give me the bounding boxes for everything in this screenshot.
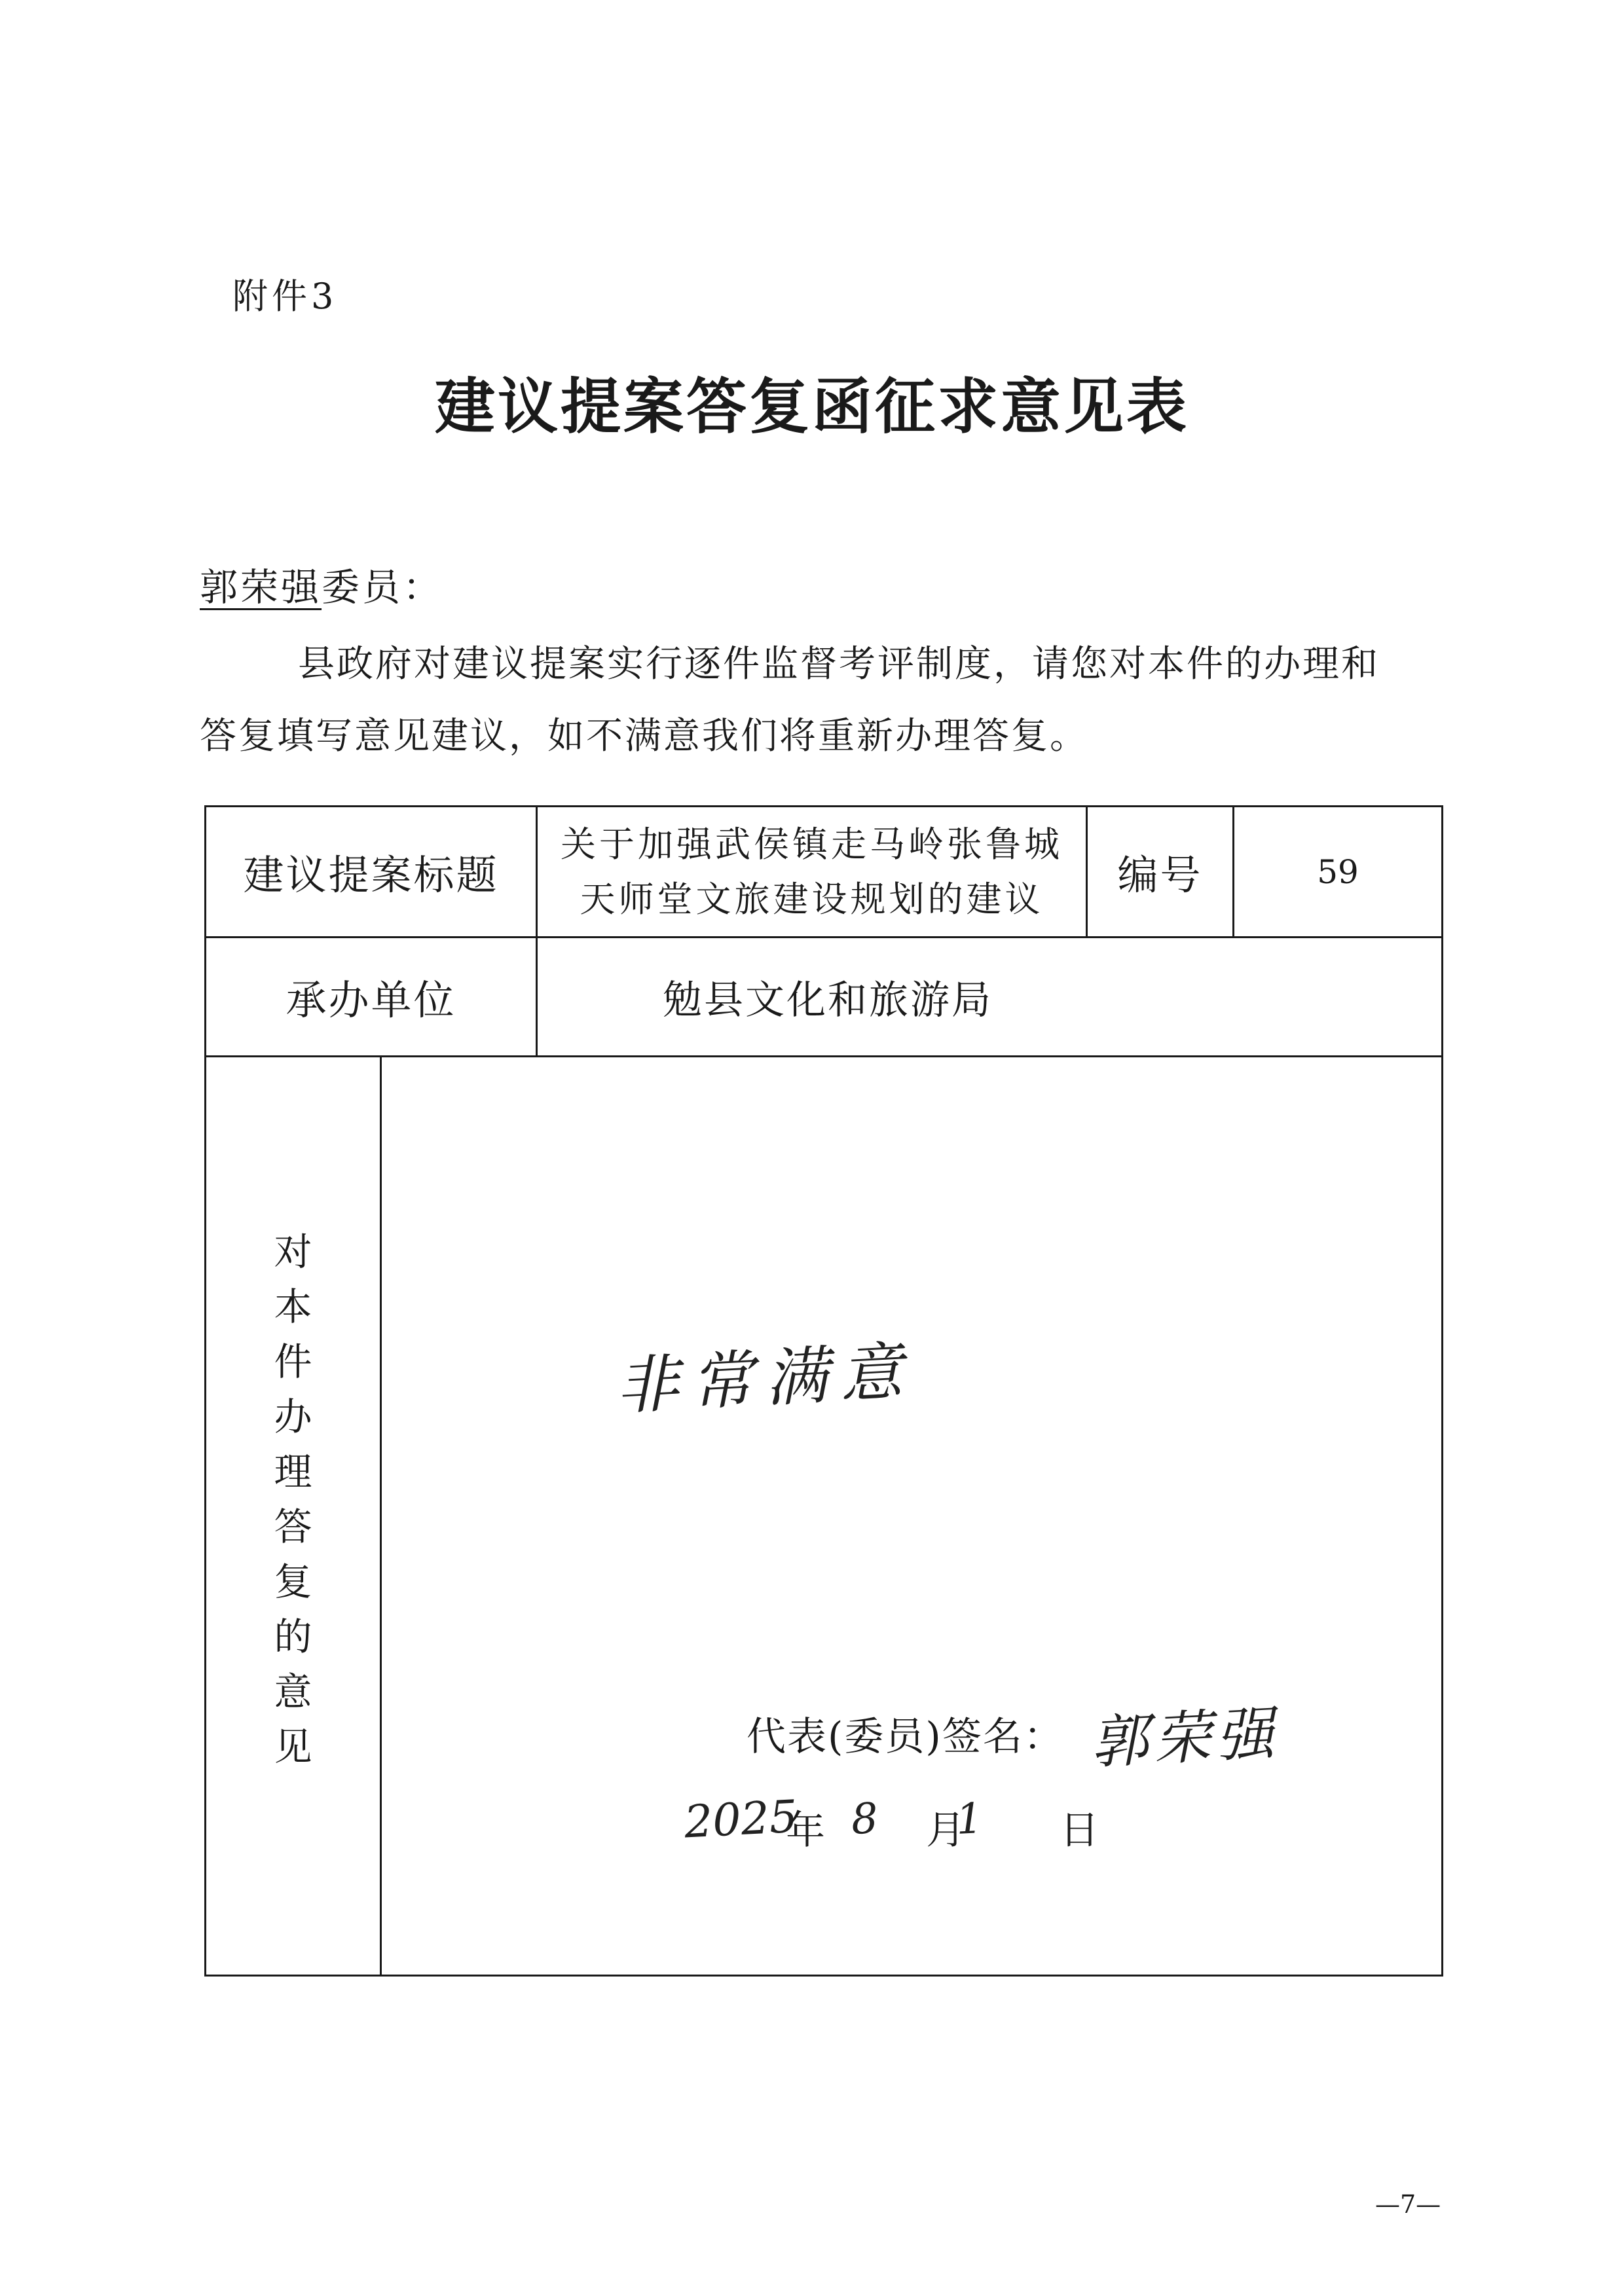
topic-value	[538, 807, 1086, 936]
page-number: —7—	[1375, 2190, 1441, 2219]
recipient-name: 郭荣强	[200, 565, 322, 610]
salutation	[200, 556, 443, 611]
unit-label: 承办单位	[286, 976, 456, 1024]
opinion-label-char: 意	[274, 1669, 312, 1714]
month-unit: 月	[926, 1808, 967, 1853]
recipient-suffix: 委员：	[322, 565, 444, 610]
number-label: 编号	[1117, 851, 1203, 899]
handwritten-opinion: 非常满意	[614, 1334, 917, 1423]
col-divider-opinion	[380, 1055, 382, 1977]
topic-line-1: 关于加强武侯镇走马岭张鲁城	[561, 823, 1063, 865]
opinion-label-char: 的	[274, 1614, 312, 1659]
opinion-label-char: 答	[274, 1504, 312, 1549]
handwritten-month: 8	[850, 1794, 879, 1845]
handwritten-day: 1	[955, 1794, 984, 1845]
signature-label: 代表(委员)签名：	[747, 1714, 1064, 1760]
opinion-label-char: 见	[274, 1724, 312, 1769]
handwritten-signature: 郭荣强	[1088, 1699, 1281, 1777]
opinion-label-char: 对	[274, 1230, 312, 1274]
instruction-paragraph	[200, 629, 1444, 773]
document-title: 建议提案答复函征求意见表	[434, 372, 1189, 442]
opinion-label-char: 复	[274, 1559, 312, 1604]
number-value: 59	[1317, 852, 1359, 891]
opinion-label-char: 件	[274, 1339, 312, 1384]
opinion-label	[206, 1172, 380, 1827]
opinion-label-char: 本	[274, 1285, 312, 1329]
handwritten-year: 2025	[683, 1791, 800, 1849]
date-line	[786, 1799, 1100, 1855]
attachment-label: 附件3	[232, 276, 338, 317]
topic-label: 建议提案标题	[243, 851, 499, 899]
table-border-right	[1441, 805, 1443, 1977]
topic-line-2: 天师堂文旅建设规划的建议	[580, 878, 1044, 920]
row-divider-2	[204, 1055, 1443, 1057]
paragraph-line-1: 县政府对建议提案实行逐件监督考评制度，请您对本件的办理和	[298, 643, 1380, 685]
opinion-label-char: 办	[274, 1394, 312, 1439]
paragraph-line-2: 答复填写意见建议，如不满意我们将重新办理答复。	[200, 715, 1088, 757]
table-border-bottom	[204, 1975, 1443, 1977]
day-unit: 日	[1060, 1808, 1101, 1853]
opinion-label-char: 理	[274, 1449, 312, 1494]
unit-value: 勉县文化和旅游局	[663, 977, 993, 1023]
year-unit: 年	[786, 1808, 826, 1853]
